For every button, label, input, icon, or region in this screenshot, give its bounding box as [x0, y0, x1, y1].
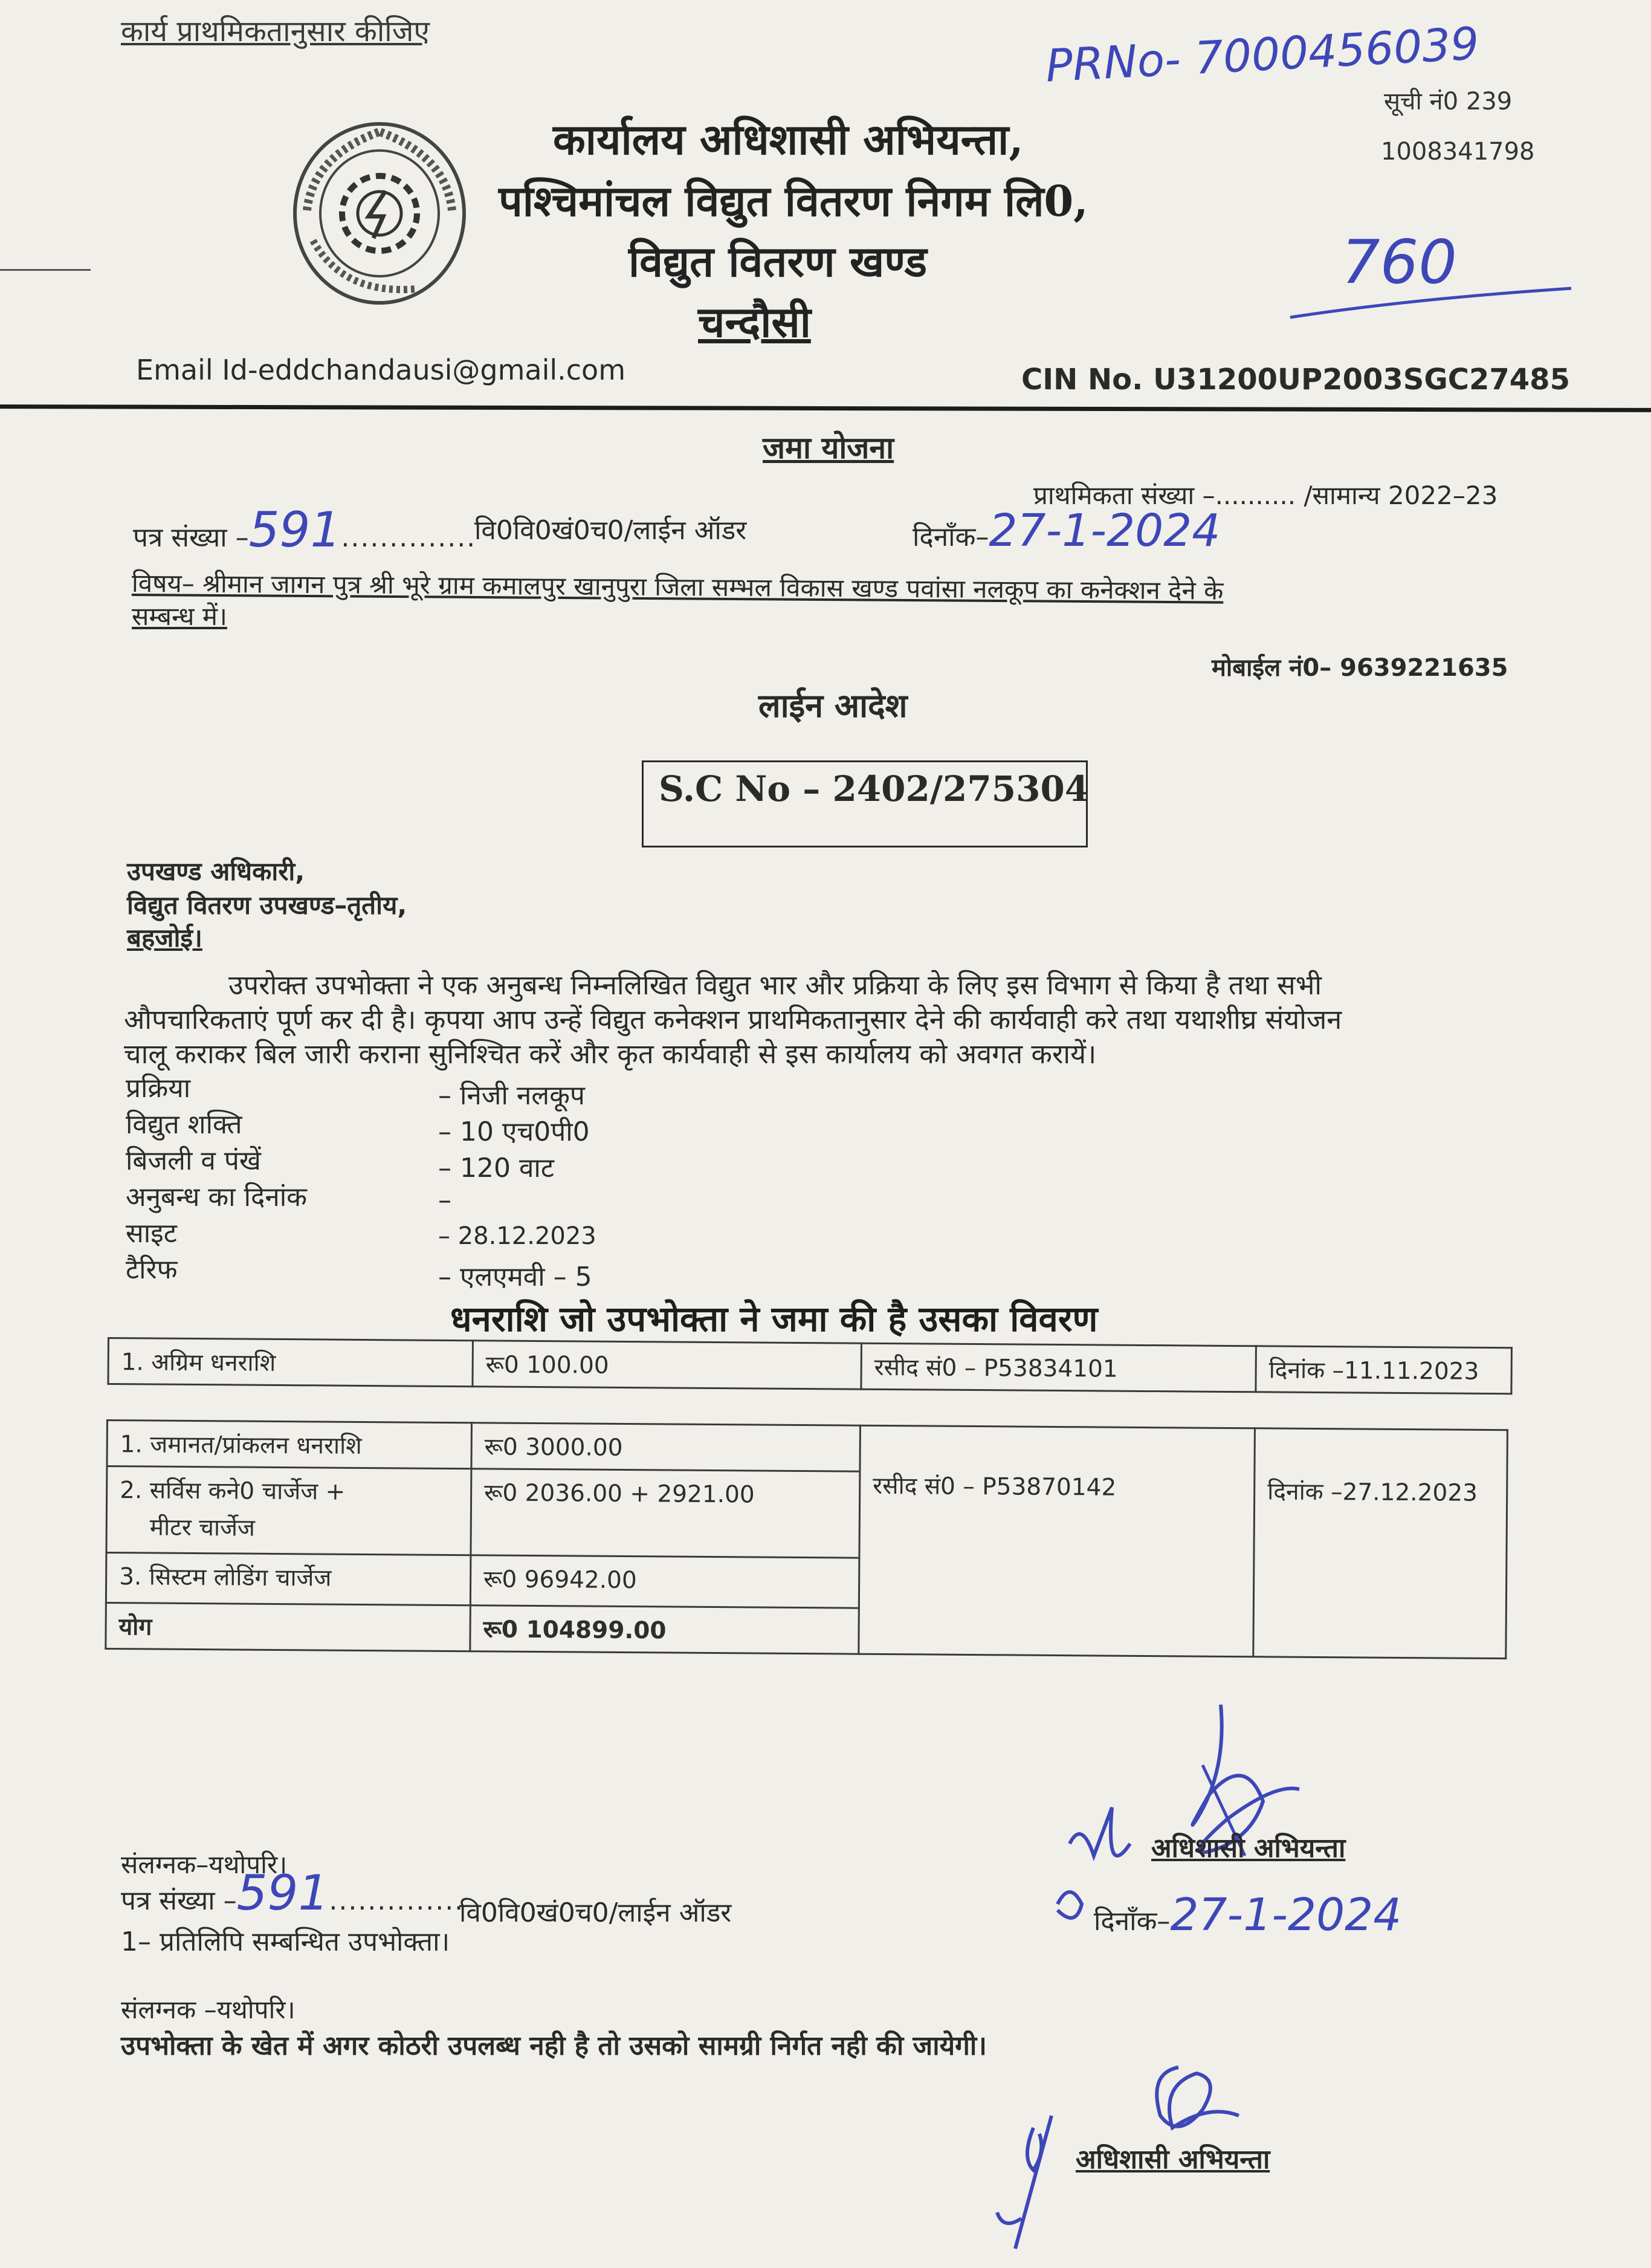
body-line-3: चालू कराकर बिल जारी कराना सुनिश्चित करें और कृत कार्यवाही से इस कार्यालय को अवगत करायें।	[124, 1038, 1097, 1070]
charge-label: 3. सिस्टम लोडिंग चार्जेज	[106, 1553, 471, 1605]
email-address: Email Id-eddchandausi@gmail.com	[136, 354, 626, 386]
letter-date-label: दिनाँक–	[913, 522, 989, 552]
advance-table	[107, 1337, 1512, 1395]
order-title: लाईन आदेश	[758, 687, 908, 725]
footer-letter-number: 591	[236, 1865, 329, 1921]
charges-receipt: रसीद सं0 – P53870142	[859, 1425, 1255, 1657]
enclosure-note-2: संलग्नक –यथोपरि।	[121, 1995, 296, 2024]
charge-label-line: 2. सर्विस कने0 चार्जेज +	[120, 1477, 346, 1506]
signature-1-date: 27-1-2024	[1170, 1889, 1402, 1941]
footer-letter-dept: वि0वि0खं0च0/लाईन ऑडर	[459, 1897, 732, 1928]
mobile-number: मोबाईल नं0– 9639221635	[1212, 654, 1508, 682]
detail-label: विद्युत शक्ति	[126, 1109, 242, 1140]
left-margin-rule	[0, 269, 91, 271]
letter-number-dots: ..............	[341, 522, 477, 553]
sc-number: S.C No – 2402/275304	[659, 768, 1090, 809]
addressee-line-3: बहजोई।	[127, 923, 202, 953]
letter-number-label: पत्र संख्या –	[133, 522, 249, 553]
total-label: योग	[106, 1603, 471, 1651]
body-line-2: औपचारिकताएं पूर्ण कर दी है। कृपया आप उन्हें विद्युत कनेक्शन प्राथमिकतानुसार देने की कार्यवाही करे तथा यथाशीघ्र संयोजन	[124, 1003, 1342, 1035]
signature-1-date-line	[1094, 1889, 1401, 1941]
detail-label: बिजली व पंखें	[126, 1145, 261, 1176]
reference-number: 1008341798	[1381, 138, 1535, 166]
charge-label-line: मीटर चार्जेज	[149, 1514, 256, 1542]
letter-number-line	[133, 502, 476, 558]
city-name: चन्दौसी	[698, 297, 811, 347]
signature-1-date-label: दिनाँक–	[1094, 1906, 1171, 1937]
footer-letter-dots: ..............	[329, 1885, 465, 1916]
scheme-title: जमा योजना	[763, 430, 894, 465]
letter-date: 27-1-2024	[989, 505, 1221, 557]
subject-line: विषय– श्रीमान जागन पुत्र श्री भूरे ग्राम कमालपुर खानुपुरा जिला सम्भल विकास खण्ड पवांसा नलकूप का कनेक्शन देने के	[131, 568, 1224, 606]
pen-underline	[1287, 281, 1577, 323]
charge-amount: रू0 96942.00	[470, 1555, 859, 1608]
cin-number: CIN No. U31200UP2003SGC27485	[1021, 363, 1570, 397]
charge-amount: रू0 3000.00	[471, 1423, 861, 1471]
letter-number: 591	[248, 502, 341, 558]
footer-letter-label: पत्र संख्या –	[121, 1885, 237, 1916]
charges-table	[105, 1419, 1508, 1659]
charge-label: 1. जमानत/प्रांकलन धनराशि	[107, 1421, 472, 1469]
header-divider	[0, 404, 1651, 412]
prn-number: PRNo- 7000456039	[1044, 18, 1481, 92]
department-seal-icon	[289, 120, 470, 307]
detail-value: – 10 एच0पी0	[438, 1116, 590, 1147]
detail-value: –	[438, 1185, 451, 1216]
detail-value: – 28.12.2023	[438, 1222, 596, 1250]
subject-line-2: सम्बन्ध में।	[132, 601, 227, 631]
charge-amount: रू0 2036.00 + 2921.00	[471, 1469, 860, 1558]
priority-number: प्राथमिकता संख्या –.......... /सामान्य 2022–23	[1033, 481, 1498, 510]
charges-date: दिनांक –27.12.2023	[1253, 1428, 1508, 1659]
advance-amount: रू0 100.00	[473, 1341, 862, 1389]
body-line-1: उपरोक्त उपभोक्ता ने एक अनुबन्ध निम्नलिखित विद्युत भार और प्रक्रिया के लिए इस विभाग से किया है तथा सभी	[228, 969, 1322, 1001]
table-row	[108, 1338, 1511, 1394]
total-amount: रू0 104899.00	[470, 1605, 859, 1654]
detail-label: साइट	[126, 1218, 177, 1249]
addressee-line-2: विद्युत वितरण उपखण्ड–तृतीय,	[127, 890, 407, 920]
office-title: कार्यालय अधिशासी अभियन्ता,	[553, 114, 1024, 164]
material-note: उपभोक्ता के खेत में अगर कोठरी उपलब्ध नही है तो उसको सामग्री निर्गत नही की जायेगी।	[121, 2030, 987, 2061]
letter-dept: वि0वि0खं0च0/लाईन ऑडर	[474, 515, 747, 546]
sc-number-box	[642, 760, 1088, 847]
detail-value: – 120 वाट	[438, 1153, 554, 1184]
detail-label: अनुबन्ध का दिनांक	[126, 1182, 307, 1213]
detail-value: – एलएमवी – 5	[438, 1262, 592, 1292]
enclosure-note: संलग्नक–यथोपरि।	[121, 1850, 288, 1879]
signature-1-title: अधिशासी अभियन्ता	[1151, 1833, 1346, 1864]
detail-value: – निजी नलकूप	[438, 1080, 585, 1111]
company-name: पश्चिमांचल विद्युत वितरण निगम लि0,	[499, 176, 1088, 226]
advance-receipt: रसीद सं0 – P53834101	[861, 1343, 1256, 1392]
detail-label: टैरिफ	[126, 1254, 178, 1285]
footer-letter-line	[121, 1865, 464, 1921]
division-name: विद्युत वितरण खण्ड	[628, 236, 927, 287]
advance-date: दिनांक –11.11.2023	[1256, 1346, 1512, 1394]
charge-label	[106, 1466, 471, 1555]
advance-label: 1. अग्रिम धनराशि	[108, 1338, 473, 1387]
addressee-line-1: उपखण्ड अधिकारी,	[127, 857, 305, 886]
handwritten-number: 760	[1342, 227, 1457, 297]
detail-label: प्रक्रिया	[126, 1073, 191, 1104]
suchi-number: सूची नं0 239	[1384, 88, 1513, 115]
copy-note: 1– प्रतिलिपि सम्बन्धित उपभोक्ता।	[121, 1926, 450, 1957]
payment-title: धनराशि जो उपभोक्ता ने जमा की है उसका विवरण	[450, 1298, 1098, 1340]
priority-note: कार्य प्राथमिकतानुसार कीजिए	[121, 15, 430, 48]
signature-2-title: अधिशासी अभियन्ता	[1076, 2144, 1270, 2175]
letter-date-line	[913, 505, 1220, 557]
